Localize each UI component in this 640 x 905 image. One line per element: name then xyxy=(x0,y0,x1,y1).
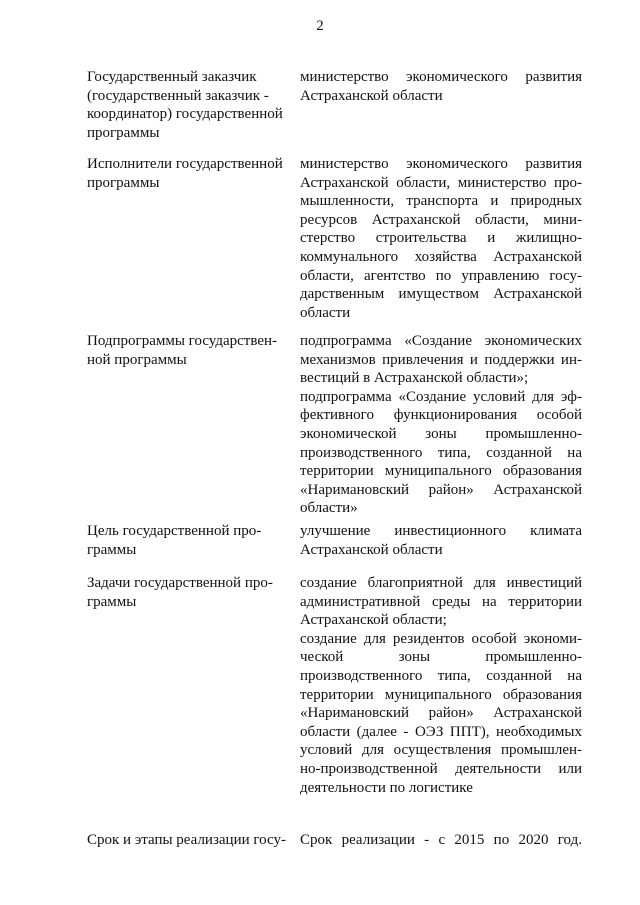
value-line: Астраханской области xyxy=(300,87,443,104)
value-line: производственного типа, созданной на xyxy=(300,444,582,461)
value-line: области xyxy=(300,304,351,321)
value-line: мышленности, транспорта и природных xyxy=(300,193,582,210)
label-line: координатор) государственной xyxy=(87,106,283,123)
value-line: области» xyxy=(300,500,358,517)
row-label xyxy=(87,332,287,369)
label-line: граммы xyxy=(87,593,137,610)
label-line: (государственный заказчик - xyxy=(87,87,269,104)
value-line: Астраханской области, министерство про- xyxy=(300,174,582,191)
value-line: создание для резидентов особой экономи- xyxy=(300,630,582,647)
value-line: области (далее - ОЭЗ ППТ), необходимых xyxy=(300,723,582,740)
value-line: вестиций в Астраханской области»; xyxy=(300,370,529,387)
value-line: министерство экономического развития xyxy=(300,156,582,172)
label-line: Срок и этапы реализации госу- xyxy=(87,832,286,848)
value-line: подпрограмма «Создание экономических xyxy=(300,333,582,349)
row-label xyxy=(87,68,287,142)
label-line: программы xyxy=(87,174,160,191)
value-line: улучшение инвестиционного климата xyxy=(300,523,582,539)
value-line: Астраханской области; xyxy=(300,612,447,629)
value-line: административной среды на территории xyxy=(300,593,582,610)
row-value xyxy=(300,332,582,518)
value-line: Астраханской области xyxy=(300,541,443,558)
label-line: Задачи государственной про- xyxy=(87,575,273,591)
value-line: механизмов привлечения и поддержки ин- xyxy=(300,351,582,368)
value-line: но-производственной деятельности или xyxy=(300,760,582,777)
value-line: фективного функционирования особой xyxy=(300,407,582,424)
value-line: «Наримановский район» Астраханской xyxy=(300,705,582,722)
row-value xyxy=(300,522,582,559)
value-line: Срок реализации - с 2015 по 2020 год. xyxy=(300,832,582,848)
value-line: министерство экономического развития xyxy=(300,69,582,85)
value-line: создание благоприятной для инвестиций xyxy=(300,575,582,591)
value-line: экономической зоны промышленно- xyxy=(300,425,582,442)
row-label xyxy=(87,831,287,850)
value-line: производственного типа, созданной на xyxy=(300,667,582,684)
value-line: условий для осуществления промышлен- xyxy=(300,742,582,759)
value-line: подпрограмма «Создание условий для эф- xyxy=(300,388,582,405)
row-label xyxy=(87,574,287,611)
label-line: Цель государственной про- xyxy=(87,523,262,539)
page-number: 2 xyxy=(316,18,324,34)
row-label xyxy=(87,155,287,192)
value-line: стерство строительства и жилищно- xyxy=(300,230,582,247)
value-line: территории муниципального образования xyxy=(300,463,582,480)
value-line: области, агентство по управлению госу- xyxy=(300,267,582,284)
label-line: Государственный заказчик xyxy=(87,69,257,85)
value-line: ческой зоны промышленно- xyxy=(300,649,582,666)
value-line: территории муниципального образования xyxy=(300,686,582,703)
row-value xyxy=(300,155,582,322)
value-line: коммунального хозяйства Астраханской xyxy=(300,248,582,265)
label-line: граммы xyxy=(87,541,137,558)
row-label xyxy=(87,522,287,559)
label-line: Подпрограммы государствен- xyxy=(87,333,278,349)
value-line: «Наримановский район» Астраханской xyxy=(300,481,582,498)
label-line: ной программы xyxy=(87,351,187,368)
label-line: Исполнители государственной xyxy=(87,156,283,172)
value-line: дарственным имуществом Астраханской xyxy=(300,286,582,303)
label-line: программы xyxy=(87,124,160,141)
value-line: ресурсов Астраханской области, мини- xyxy=(300,211,582,228)
row-value xyxy=(300,831,582,850)
value-line: деятельности по логистике xyxy=(300,779,473,796)
row-value xyxy=(300,574,582,797)
row-value xyxy=(300,68,582,105)
